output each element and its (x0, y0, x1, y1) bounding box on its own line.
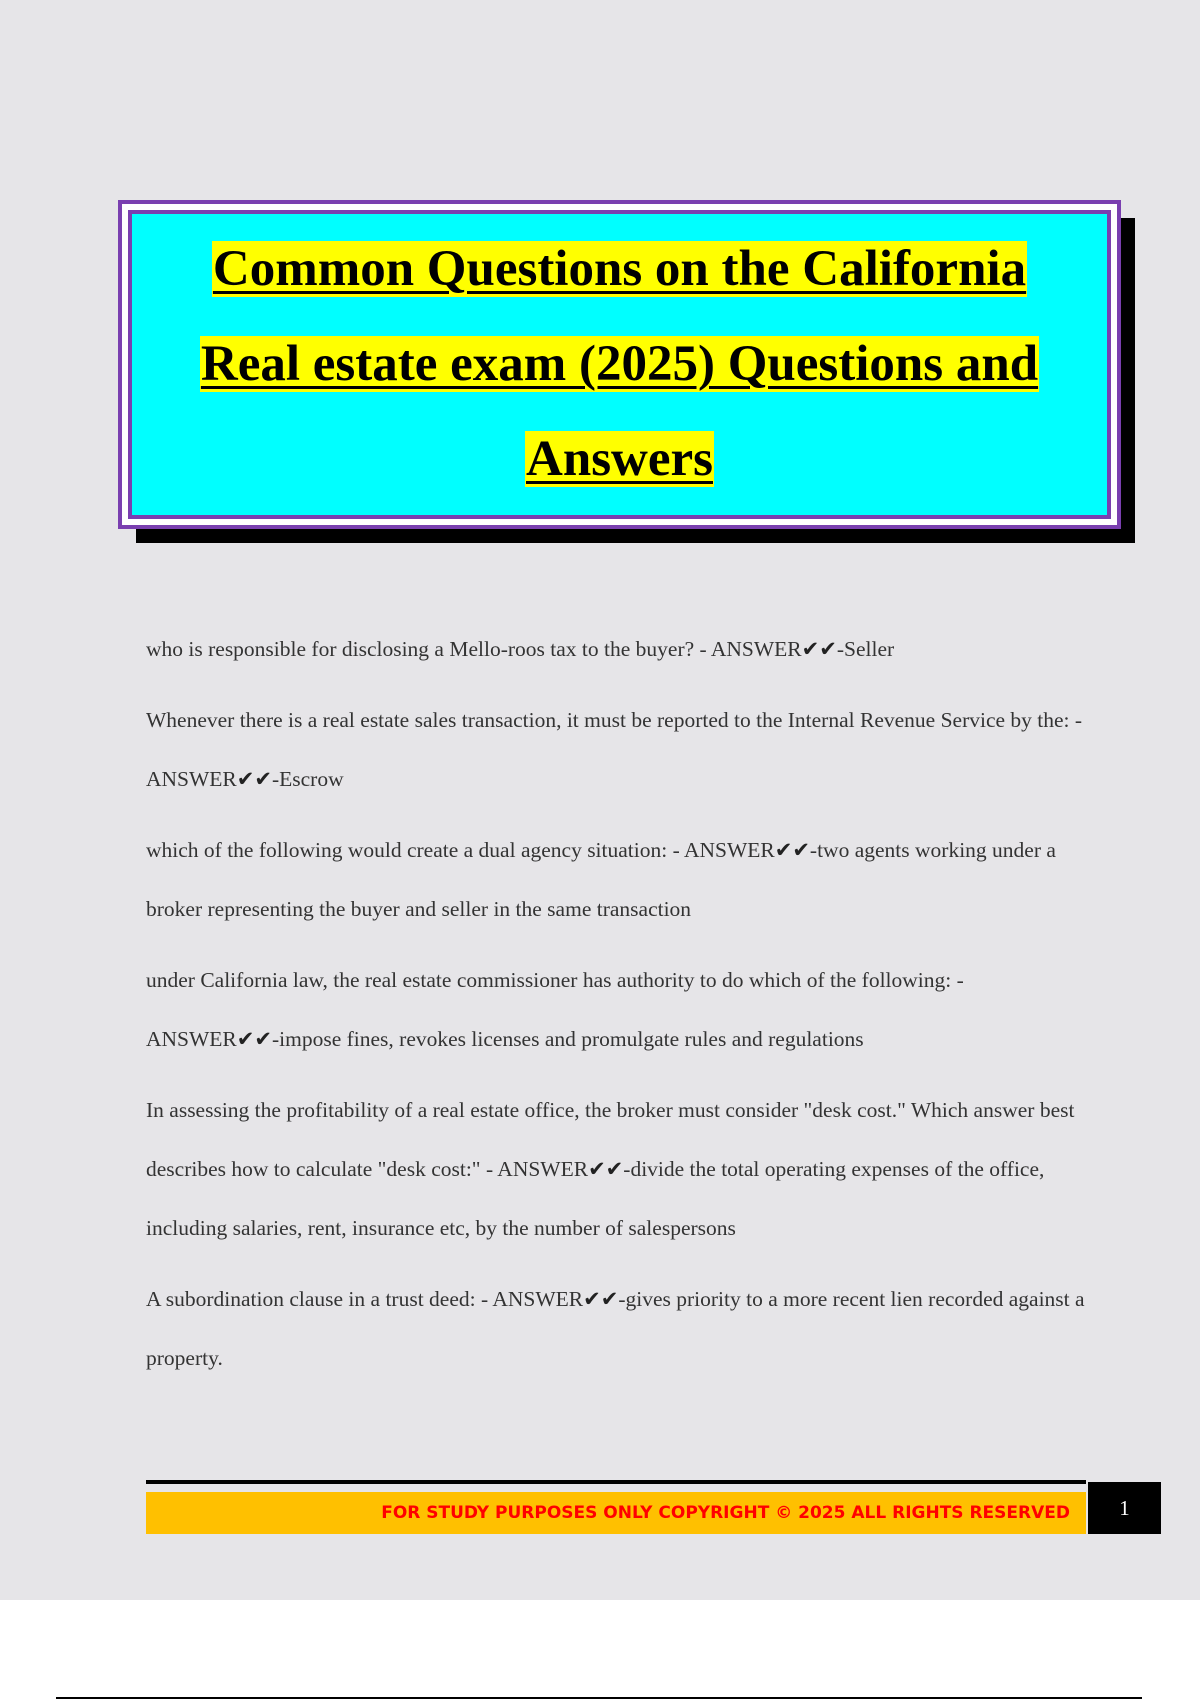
page-number: 1 (1119, 1495, 1130, 1520)
check-marks-icon: ✔✔ (583, 1287, 619, 1311)
title-box (118, 200, 1121, 529)
title-line-3: Answers (526, 431, 713, 487)
answer-text: -Escrow (271, 767, 344, 791)
question-text: A subordination clause in a trust deed: - ANSWER (146, 1287, 584, 1311)
qa-item (146, 1270, 1086, 1388)
footer-copyright: FOR STUDY PURPOSES ONLY COPYRIGHT © 2025 ALL RIGHTS RESERVED (381, 1503, 1070, 1523)
page-number-box (1088, 1482, 1161, 1534)
answer-text: -impose fines, revokes licenses and promulgate rules and regulations (271, 1027, 864, 1051)
question-text: under California law, the real estate commissioner has authority to do which of the following: - ANSWER (146, 968, 964, 1051)
question-text: Whenever there is a real estate sales transaction, it must be reported to the Internal Revenue Service by the: - ANSWER (146, 708, 1083, 791)
title-line-1: Common Questions on the California (212, 241, 1027, 297)
footer-divider (146, 1480, 1086, 1484)
qa-item (146, 691, 1086, 809)
qa-item (146, 1081, 1086, 1258)
question-text: who is responsible for disclosing a Mello-roos tax to the buyer? - ANSWER (146, 637, 802, 661)
check-marks-icon: ✔✔ (801, 637, 837, 661)
qa-list (146, 620, 1086, 1400)
next-page-divider (56, 1697, 1142, 1699)
check-marks-icon: ✔✔ (774, 838, 810, 862)
qa-item (146, 951, 1086, 1069)
answer-text: -Seller (836, 637, 895, 661)
answer-text: -divide the total operating expenses of the office, including salaries, rent, insurance etc, by the number of salespersons (146, 1157, 1045, 1240)
title-line-2: Real estate exam (2025) Questions and (200, 336, 1039, 392)
answer-text: -two agents working under a broker representing the buyer and seller in the same transaction (146, 838, 1056, 921)
answer-text: -gives priority to a more recent lien recorded against a property. (146, 1287, 1085, 1370)
check-marks-icon: ✔✔ (236, 767, 272, 791)
qa-item (146, 821, 1086, 939)
question-text: which of the following would create a dual agency situation: - ANSWER (146, 838, 775, 862)
question-text: In assessing the profitability of a real estate office, the broker must consider "desk cost." Which answer best describes how to calculate "desk cost:" - ANSWER (146, 1098, 1075, 1181)
check-marks-icon: ✔✔ (236, 1027, 272, 1051)
qa-item (146, 620, 1086, 679)
check-marks-icon: ✔✔ (588, 1157, 624, 1181)
footer-band (146, 1492, 1086, 1534)
title-box-inner (128, 210, 1111, 519)
